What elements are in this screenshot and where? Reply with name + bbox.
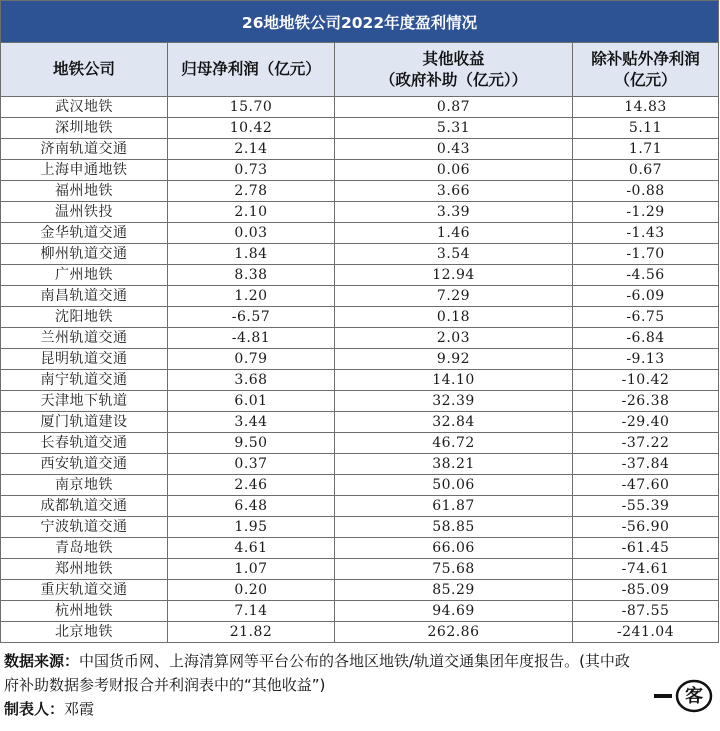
cell-company: 深圳地铁 — [1, 118, 168, 139]
header-other-income — [335, 43, 573, 97]
cell-other-income: 0.18 — [335, 307, 573, 328]
cell-net-profit: 4.61 — [168, 538, 335, 559]
cell-excl-subsidy: 1.71 — [573, 139, 719, 160]
cell-net-profit: 3.44 — [168, 412, 335, 433]
cell-excl-subsidy: -85.09 — [573, 580, 719, 601]
cell-other-income: 2.03 — [335, 328, 573, 349]
cell-company: 北京地铁 — [1, 622, 168, 643]
table-row — [1, 265, 719, 286]
cell-excl-subsidy: -1.43 — [573, 223, 719, 244]
cell-net-profit: 2.14 — [168, 139, 335, 160]
header-row — [1, 43, 719, 97]
cell-other-income: 1.46 — [335, 223, 573, 244]
table-row — [1, 370, 719, 391]
cell-company: 福州地铁 — [1, 181, 168, 202]
cell-excl-subsidy: -87.55 — [573, 601, 719, 622]
cell-other-income: 38.21 — [335, 454, 573, 475]
table-row — [1, 97, 719, 118]
cell-excl-subsidy: -4.56 — [573, 265, 719, 286]
cell-excl-subsidy: -56.90 — [573, 517, 719, 538]
table-title: 26地地铁公司2022年度盈利情况 — [1, 1, 719, 43]
cell-net-profit: 1.84 — [168, 244, 335, 265]
cell-company: 温州铁投 — [1, 202, 168, 223]
cell-other-income: 58.85 — [335, 517, 573, 538]
cell-net-profit: 7.14 — [168, 601, 335, 622]
table-row — [1, 202, 719, 223]
table-row — [1, 496, 719, 517]
yike-logo — [652, 679, 714, 713]
table-row — [1, 181, 719, 202]
cell-company: 宁波轨道交通 — [1, 517, 168, 538]
cell-excl-subsidy: -241.04 — [573, 622, 719, 643]
table-row — [1, 412, 719, 433]
cell-net-profit: 0.79 — [168, 349, 335, 370]
table-row — [1, 160, 719, 181]
cell-other-income: 5.31 — [335, 118, 573, 139]
cell-company: 金华轨道交通 — [1, 223, 168, 244]
header-net-profit: 归母净利润（亿元） — [168, 43, 335, 97]
cell-excl-subsidy: -29.40 — [573, 412, 719, 433]
cell-other-income: 32.39 — [335, 391, 573, 412]
header-company: 地铁公司 — [1, 43, 168, 97]
table-row — [1, 559, 719, 580]
table-row — [1, 454, 719, 475]
cell-other-income: 3.39 — [335, 202, 573, 223]
cell-net-profit: 15.70 — [168, 97, 335, 118]
table-row — [1, 139, 719, 160]
cell-net-profit: -6.57 — [168, 307, 335, 328]
cell-other-income: 12.94 — [335, 265, 573, 286]
table-row — [1, 475, 719, 496]
footer — [4, 649, 644, 721]
cell-company: 青岛地铁 — [1, 538, 168, 559]
cell-other-income: 0.43 — [335, 139, 573, 160]
cell-company: 天津地下轨道 — [1, 391, 168, 412]
cell-other-income: 7.29 — [335, 286, 573, 307]
cell-net-profit: 9.50 — [168, 433, 335, 454]
cell-net-profit: 0.37 — [168, 454, 335, 475]
table-row — [1, 517, 719, 538]
cell-excl-subsidy: -61.45 — [573, 538, 719, 559]
cell-net-profit: 6.01 — [168, 391, 335, 412]
table-body — [1, 97, 719, 643]
cell-excl-subsidy: -37.22 — [573, 433, 719, 454]
cell-company: 南京地铁 — [1, 475, 168, 496]
cell-other-income: 14.10 — [335, 370, 573, 391]
cell-company: 杭州地铁 — [1, 601, 168, 622]
cell-net-profit: 6.48 — [168, 496, 335, 517]
source-text: 中国货币网、上海清算网等平台公布的各地区地铁/轨道交通集团年度报告。(其中政府补助数据参考财报合并利润表中的“其他收益”) — [4, 652, 630, 694]
cell-excl-subsidy: -26.38 — [573, 391, 719, 412]
cell-other-income: 66.06 — [335, 538, 573, 559]
header-excl-subsidy-line2: （亿元） — [614, 70, 677, 89]
cell-company: 南昌轨道交通 — [1, 286, 168, 307]
cell-company: 西安轨道交通 — [1, 454, 168, 475]
cell-excl-subsidy: 14.83 — [573, 97, 719, 118]
cell-company: 济南轨道交通 — [1, 139, 168, 160]
cell-excl-subsidy: -47.60 — [573, 475, 719, 496]
cell-company: 郑州地铁 — [1, 559, 168, 580]
cell-excl-subsidy: -6.84 — [573, 328, 719, 349]
cell-net-profit: 2.10 — [168, 202, 335, 223]
cell-other-income: 0.06 — [335, 160, 573, 181]
cell-excl-subsidy: -10.42 — [573, 370, 719, 391]
cell-company: 沈阳地铁 — [1, 307, 168, 328]
cell-other-income: 85.29 — [335, 580, 573, 601]
header-other-income-line2: （政府补助（亿元）） — [379, 70, 528, 89]
cell-other-income: 9.92 — [335, 349, 573, 370]
table-row — [1, 433, 719, 454]
cell-net-profit: 8.38 — [168, 265, 335, 286]
source-note — [4, 649, 644, 697]
cell-net-profit: 21.82 — [168, 622, 335, 643]
cell-excl-subsidy: -74.61 — [573, 559, 719, 580]
table-row — [1, 391, 719, 412]
cell-excl-subsidy: -1.70 — [573, 244, 719, 265]
table-row — [1, 286, 719, 307]
cell-company: 成都轨道交通 — [1, 496, 168, 517]
maker-label: 制表人： — [4, 700, 65, 718]
table-row — [1, 223, 719, 244]
cell-net-profit: 1.95 — [168, 517, 335, 538]
cell-excl-subsidy: 5.11 — [573, 118, 719, 139]
cell-company: 广州地铁 — [1, 265, 168, 286]
table-row — [1, 349, 719, 370]
cell-net-profit: 2.78 — [168, 181, 335, 202]
cell-other-income: 32.84 — [335, 412, 573, 433]
cell-net-profit: 1.07 — [168, 559, 335, 580]
cell-excl-subsidy: 0.67 — [573, 160, 719, 181]
cell-net-profit: 10.42 — [168, 118, 335, 139]
cell-other-income: 50.06 — [335, 475, 573, 496]
cell-other-income: 3.54 — [335, 244, 573, 265]
cell-other-income: 94.69 — [335, 601, 573, 622]
cell-excl-subsidy: -1.29 — [573, 202, 719, 223]
table-row — [1, 118, 719, 139]
cell-company: 重庆轨道交通 — [1, 580, 168, 601]
table-row — [1, 328, 719, 349]
cell-other-income: 46.72 — [335, 433, 573, 454]
table-row — [1, 580, 719, 601]
cell-company: 厦门轨道建设 — [1, 412, 168, 433]
cell-other-income: 75.68 — [335, 559, 573, 580]
cell-company: 柳州轨道交通 — [1, 244, 168, 265]
table-row — [1, 244, 719, 265]
cell-other-income: 0.87 — [335, 97, 573, 118]
source-label: 数据来源： — [4, 652, 80, 670]
maker-note — [4, 697, 644, 721]
cell-net-profit: 0.03 — [168, 223, 335, 244]
yike-logo-icon — [652, 679, 714, 713]
cell-excl-subsidy: -6.75 — [573, 307, 719, 328]
cell-other-income: 3.66 — [335, 181, 573, 202]
cell-excl-subsidy: -55.39 — [573, 496, 719, 517]
cell-excl-subsidy: -37.84 — [573, 454, 719, 475]
cell-company: 昆明轨道交通 — [1, 349, 168, 370]
table-row — [1, 601, 719, 622]
cell-excl-subsidy: -9.13 — [573, 349, 719, 370]
cell-other-income: 61.87 — [335, 496, 573, 517]
table-row — [1, 538, 719, 559]
header-excl-subsidy — [573, 43, 719, 97]
cell-company: 武汉地铁 — [1, 97, 168, 118]
header-excl-subsidy-line1: 除补贴外净利润 — [591, 49, 700, 68]
cell-net-profit: 1.20 — [168, 286, 335, 307]
cell-net-profit: 2.46 — [168, 475, 335, 496]
cell-net-profit: 0.20 — [168, 580, 335, 601]
cell-net-profit: 3.68 — [168, 370, 335, 391]
cell-excl-subsidy: -6.09 — [573, 286, 719, 307]
maker-name: 邓霞 — [64, 700, 95, 718]
cell-net-profit: 0.73 — [168, 160, 335, 181]
cell-company: 上海申通地铁 — [1, 160, 168, 181]
cell-company: 南宁轨道交通 — [1, 370, 168, 391]
cell-company: 长春轨道交通 — [1, 433, 168, 454]
cell-other-income: 262.86 — [335, 622, 573, 643]
svg-text:客: 客 — [685, 686, 703, 707]
cell-excl-subsidy: -0.88 — [573, 181, 719, 202]
cell-net-profit: -4.81 — [168, 328, 335, 349]
cell-company: 兰州轨道交通 — [1, 328, 168, 349]
table-row — [1, 307, 719, 328]
table-row — [1, 622, 719, 643]
header-other-income-line1: 其他收益 — [422, 49, 485, 68]
